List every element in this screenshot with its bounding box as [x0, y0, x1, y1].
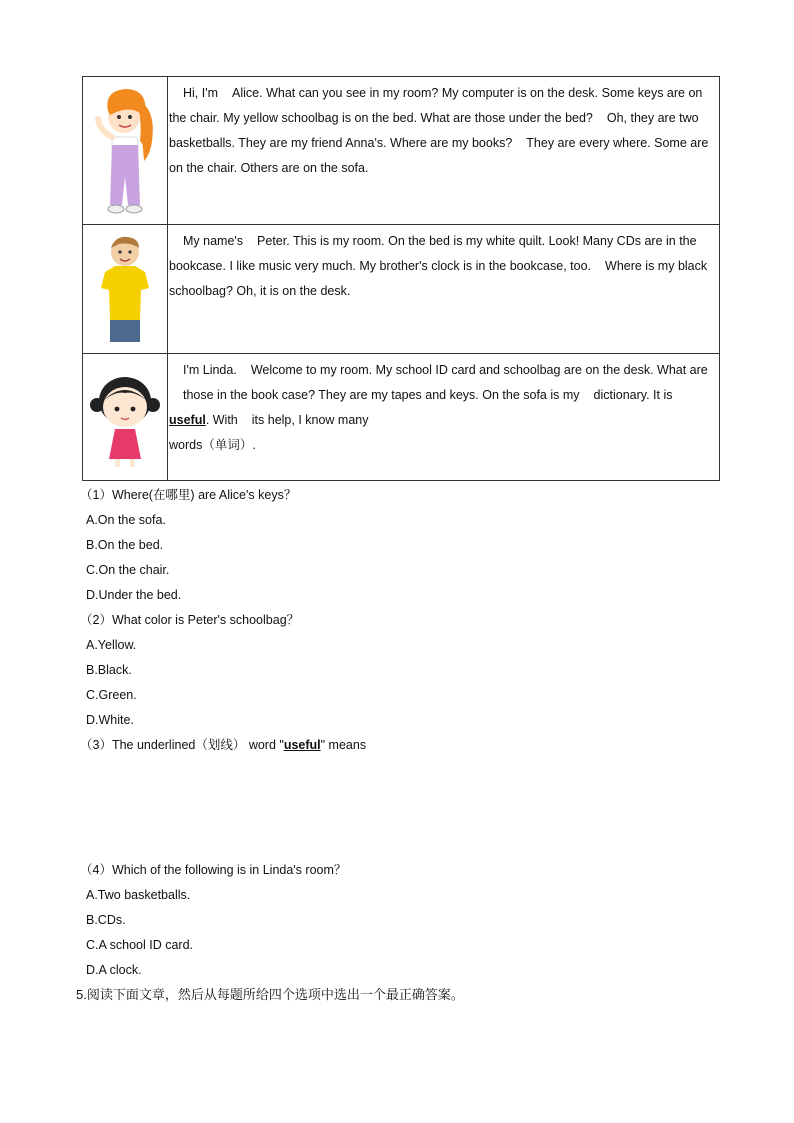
question-2: （2）What color is Peter's schoolbag？: [80, 613, 300, 627]
option-d[interactable]: D.A clock.: [86, 963, 142, 977]
passage-text: . With: [205, 412, 238, 427]
passage-text: Oh, they are two basketballs. They are my friend Anna's. Where are my books?: [169, 111, 699, 150]
passage-text: Welcome to my room. My school ID card and schoolbag are on the desk. What are: [250, 362, 708, 377]
option-a[interactable]: A.On the sofa.: [86, 513, 166, 527]
passage-text: Peter. This is my room. On the bed is my white quilt. Look! Many CDs are in the bookcase. I like music very much. My brother's clock is in the bookcase, too.: [169, 234, 697, 274]
peter-picture-cell: [83, 225, 168, 353]
passage-text: They are every where. Some are on the chair. Others are on the sofa.: [169, 136, 709, 175]
option-c[interactable]: C.A school ID card.: [86, 938, 193, 952]
section-5-heading: 5.阅读下面文章，然后从每题所给四个选项中选出一个最正确答案。: [76, 987, 464, 1002]
passage-text: I'm Linda.: [183, 362, 237, 377]
alice-cartoon-icon: [90, 81, 160, 221]
passage-text: its help, I know many: [251, 412, 369, 427]
linda-cartoon-icon: [85, 365, 165, 469]
passage-text: those in the book case? They are my tapes and keys. On the sofa is my: [183, 387, 580, 402]
underlined-word: useful: [169, 412, 206, 427]
option-d[interactable]: D.Under the bed.: [86, 588, 182, 602]
passage-text: dictionary. It is: [593, 387, 673, 402]
alice-passage: [168, 77, 720, 225]
passage-text: Where is my black schoolbag? Oh, it is on the desk.: [169, 259, 708, 299]
question-text: " means: [320, 738, 367, 752]
passage-text: Hi, I'm: [183, 86, 219, 100]
peter-boy-icon: [95, 232, 155, 346]
option-b[interactable]: B.Black.: [86, 663, 132, 677]
question-text: （3）The underlined（划线） word ": [80, 738, 284, 752]
question-3: [80, 736, 366, 754]
passage-text: Alice. What can you see in my room? My computer is on the desk. Some keys are on the chair. My yellow schoolbag is on the bed. What are those under the bed?: [169, 86, 703, 125]
option-a[interactable]: A.Two basketballs.: [86, 888, 191, 902]
option-b[interactable]: B.On the bed.: [86, 538, 164, 552]
option-d[interactable]: D.White.: [86, 713, 134, 727]
passage-text: My name's: [183, 234, 244, 249]
option-a[interactable]: A.Yellow.: [86, 638, 137, 652]
option-b[interactable]: B.CDs.: [86, 913, 126, 927]
peter-passage: [168, 225, 720, 353]
question-4: （4）Which of the following is in Linda's room？: [80, 863, 347, 877]
question-1: （1）Where(在哪里) are Alice's keys？: [80, 488, 297, 502]
passage-text: words（单词）.: [169, 437, 256, 452]
alice-picture-cell: [83, 77, 168, 225]
linda-passage: [168, 353, 720, 480]
option-c[interactable]: C.On the chair.: [86, 563, 170, 577]
option-c[interactable]: C.Green.: [86, 688, 137, 702]
underlined-word: useful: [283, 738, 321, 752]
linda-picture-cell: [83, 353, 168, 480]
passage-table: [82, 76, 720, 481]
